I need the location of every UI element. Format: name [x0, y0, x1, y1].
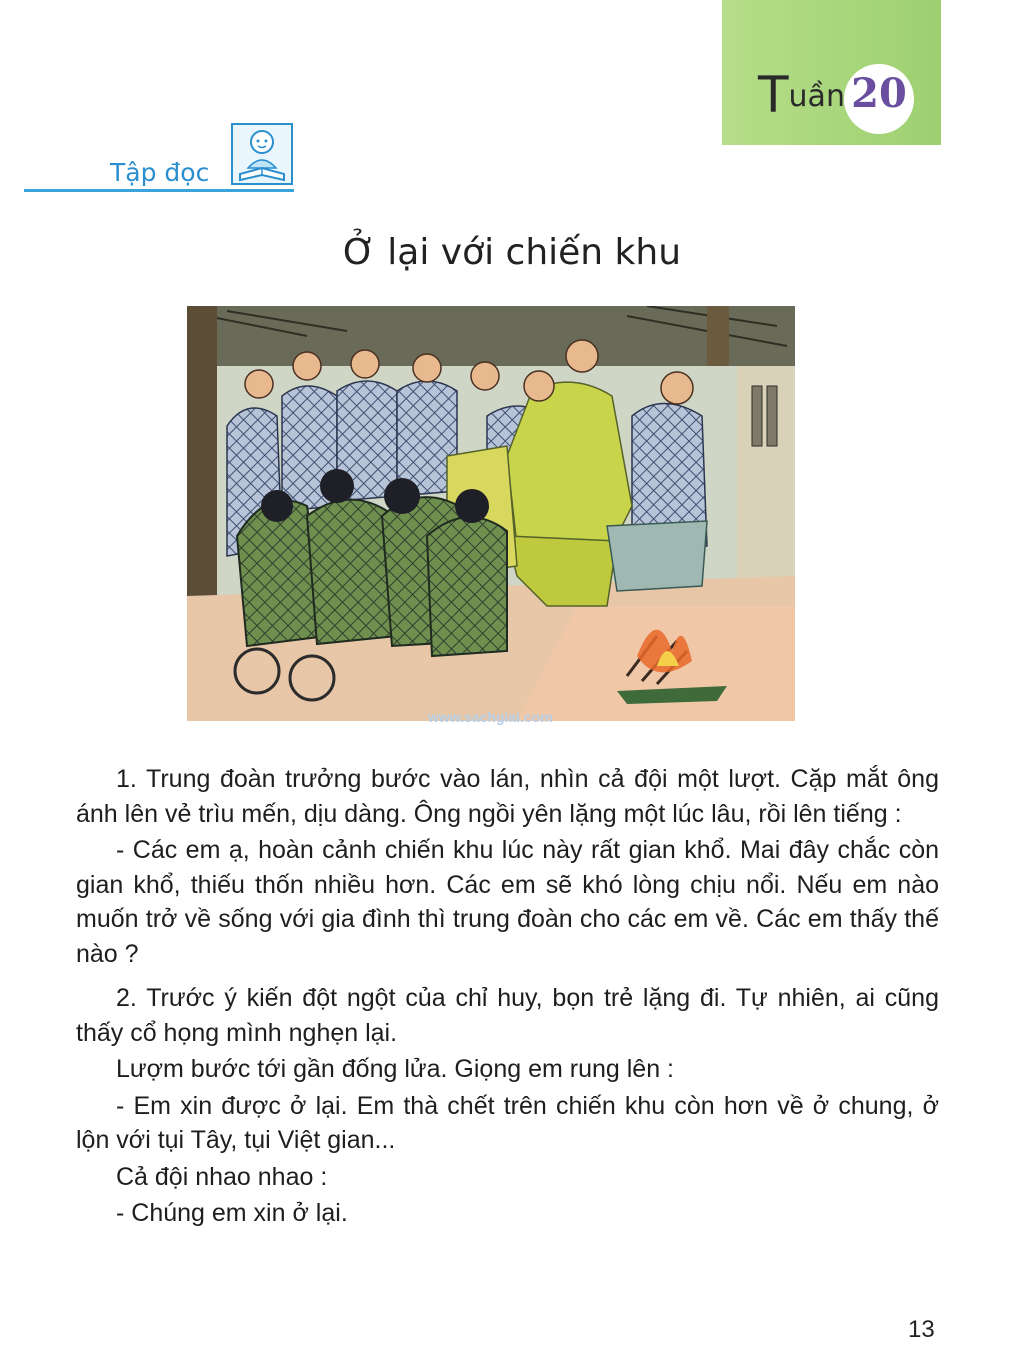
- lesson-title: Ở lại với chiến khu: [342, 232, 682, 273]
- reading-child-icon: [230, 122, 294, 186]
- paragraph: Cả đội nhao nhao :: [116, 1162, 328, 1191]
- page-number: 13: [908, 1316, 935, 1343]
- section-label: Tập đọc: [110, 158, 210, 187]
- paragraph: 1. Trung đoàn trưởng bước vào lán, nhìn cả đội một lượt. Cặp mắt ông ánh lên vẻ trìu mến, dịu dàng. Ông ngồi yên lặng một lúc lâu, rồi lên tiếng :: [76, 765, 939, 828]
- illustration: [187, 306, 795, 721]
- week-label: Tuần: [758, 66, 845, 124]
- week-number: 20: [851, 70, 907, 117]
- watermark-url: www.sachgiai.com: [428, 709, 553, 725]
- paragraph: - Chúng em xin ở lại.: [116, 1199, 348, 1227]
- paragraph: Lượm bước tới gần đống lửa. Giọng em rung lên :: [116, 1055, 674, 1083]
- paragraph: - Em xin được ở lại. Em thà chết trên chiến khu còn hơn về ở chung, ở lộn với tụi Tây, tụi Việt gian...: [76, 1091, 939, 1154]
- lesson-body: [76, 762, 939, 1231]
- paragraph: 2. Trước ý kiến đột ngột của chỉ huy, bọn trẻ lặng đi. Tự nhiên, ai cũng thấy cổ họng mình nghẹn lại.: [76, 984, 939, 1047]
- section-underline: [24, 189, 294, 192]
- paragraph: - Các em ạ, hoàn cảnh chiến khu lúc này rất gian khổ. Mai đây chắc còn gian khổ, thiếu thốn nhiều hơn. Các em sẽ khó lòng chịu nổi. Nếu em nào muốn trở về sống với gia đình thì trung đoàn cho các em về. Các em thấy thế nào ?: [76, 836, 939, 968]
